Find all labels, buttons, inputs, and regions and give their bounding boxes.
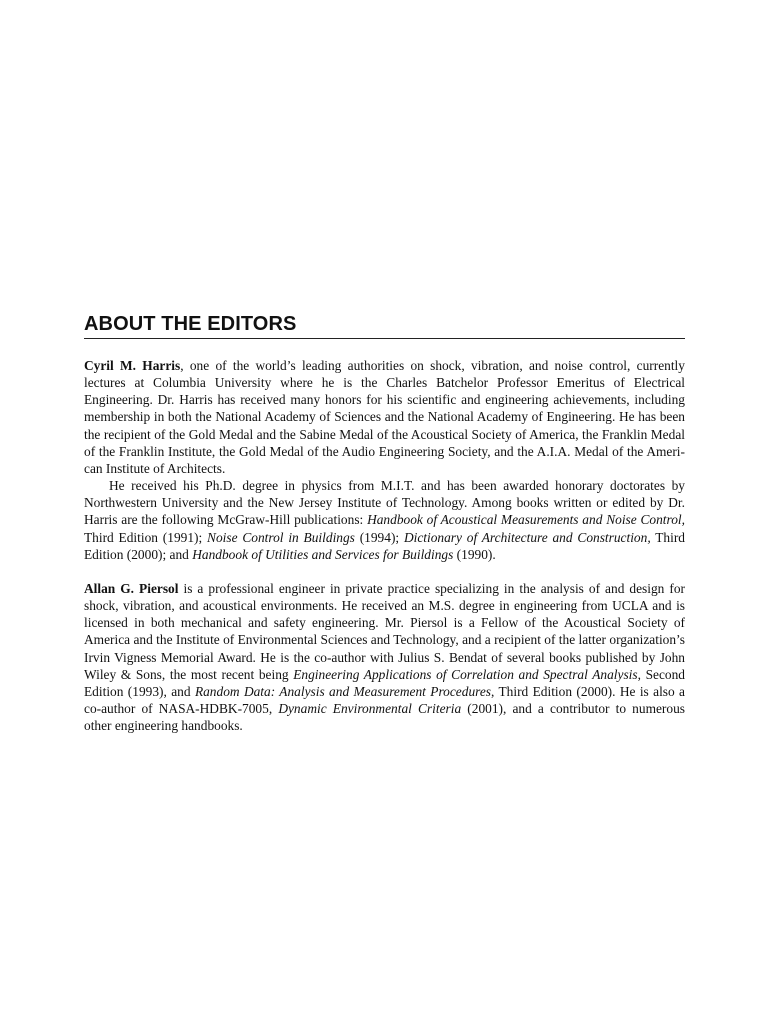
piersol-name: Allan G. Piersol — [84, 580, 179, 596]
piersol-book-title-2: Random Data: Analysis and Measurement Procedures — [194, 683, 492, 699]
harris-book-title-3: Dictionary of Architecture and Construction, — [403, 529, 651, 545]
piersol-bio-paragraph — [84, 580, 685, 734]
document-page — [84, 312, 685, 734]
harris-bio-text-2g: Third Edition (2000); and — [84, 529, 685, 562]
harris-bio-paragraph-1 — [84, 357, 685, 477]
harris-bio-text-1: , one of the world’s leading authorities on shock, vibration, and noise control, currently lectures at Columbia University where he is the Charles Batchelor Professor Emeritus of Electrical Engineering. Dr. Harris has received many honors for his scientific and engineering achievements, including membership in both the National Academy of Sciences and the National Academy of Engineering. He has been the recipient of the Gold Medal and the Sabine Medal of the Acoustical Society of America, the Franklin Medal of the Franklin Institute, the Gold Medal of the Audio Engineering Society, and the A.I.A. Medal of the American Institute of Architects. — [84, 358, 685, 476]
section-heading: ABOUT THE EDITORS — [84, 312, 685, 339]
harris-name: Cyril M. Harris — [84, 358, 181, 373]
harris-bio-text-2c: Third Edition (1991); — [84, 529, 208, 545]
piersol-bio-text-a: is a professional engineer in private practice specializing in the analysis of and design for shock, vibration, and acoustical environments. He received an M.S. degree in engineering from UCLA and is licensed in both mechanical and safety engineering. Mr. Piersol is a Fellow of the Acoustical Society of America and the Institute of Environmental Sciences and Technology, and a recipient of the latter organization’s Irvin Vigness Memorial Award. He is the co-author with Julius S. Bendat of several books published by John Wiley & Sons, the most recent being — [84, 580, 685, 682]
harris-bio-text-2a: He received his Ph.D. degree in physics from M.I.T. and has been awarded honorary doctorates by Northwestern University and the New Jersey Institute of Technology. Among books written or edited by Dr. Harris are the following McGraw-Hill publications: — [84, 478, 685, 528]
harris-book-title-4: Handbook of Utilities and Services for Buildings — [192, 546, 454, 562]
piersol-book-title-3: Dynamic Environmental Criteria — [278, 700, 462, 716]
harris-bio-text-2e: (1994); — [354, 529, 404, 545]
harris-bio-text-2i: (1990). — [453, 546, 496, 562]
piersol-bio-text-c: , Second Edition (1993), and — [84, 666, 685, 699]
piersol-bio-text-g: (2001), and a contributor to numerous other engineering handbooks. — [84, 700, 685, 734]
harris-book-title-1: Handbook of Acoustical Measurements and Noise Control, — [367, 512, 686, 528]
piersol-bio-text-e: , Third Edition (2000). He is also a co-author of NASA-HDBK-7005, — [84, 683, 686, 716]
piersol-book-title-1: Engineering Applications of Correlation and Spectral Analysis — [293, 666, 638, 682]
harris-book-title-2: Noise Control in Buildings — [207, 529, 355, 545]
harris-bio-paragraph-2 — [84, 477, 685, 563]
